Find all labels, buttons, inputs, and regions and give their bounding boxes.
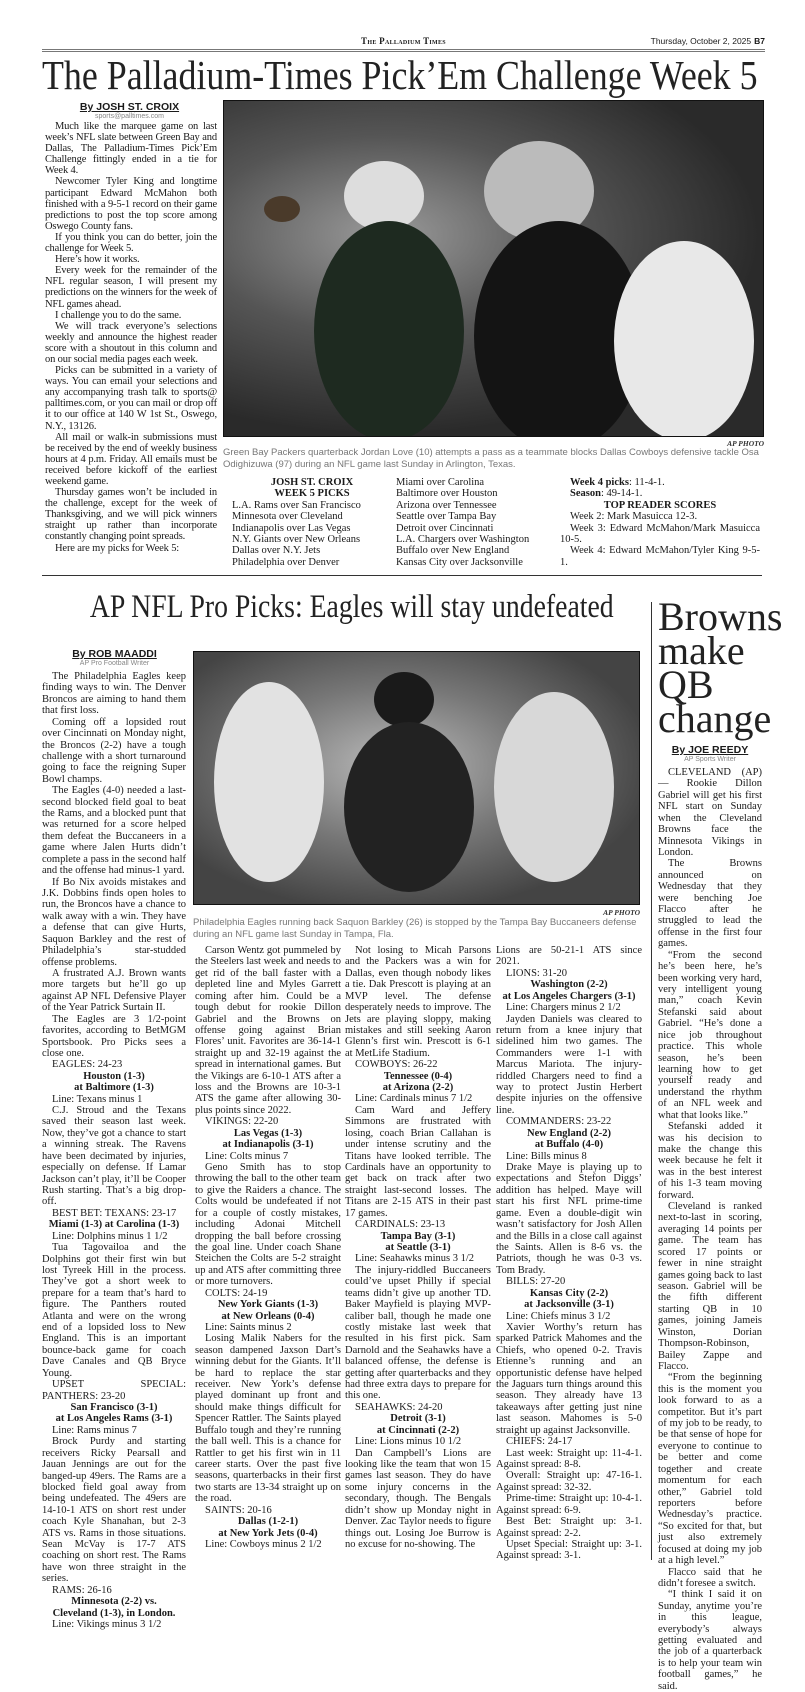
paragraph: Thursday games won’t be included in the challenge, except for the week of Thanksgiving, and we will pick winners straight up rather than incorporate constantly changing point spreads. — [45, 487, 217, 543]
paragraph: Cam Ward and Jeffery Simmons are frustrated with losing, coach Brian Callahan is under intense scrutiny and the Titans have looked terrible. The Cardinals have an opportunity to get back on track after two straight last-second losses. The Titans are 2-15 ATS in their past 17 games. — [345, 1104, 491, 1219]
article-headline: Browns make QB change — [658, 594, 783, 741]
pick-item: Philadelphia over Denver — [232, 556, 340, 568]
pick-item: Dallas over N.Y. Jets — [232, 545, 321, 557]
paragraph: Newcomer Tyler King and longtime participant Edward McMahon both finished with a 9-5-1 record on their game predictions to post the top score among Oswego County fans. — [45, 176, 217, 232]
paragraph: Cleveland is ranked next-to-last in scoring, averaging 14 points per game. The team has scored 17 points or fewer in nine straight games going back to last season. Gabriel will be the fifth different starting QB in 10 games, joining Jameis Winston, Dorian Thompson-Robinson, Bailey Zappe and Flacco. — [658, 1201, 762, 1372]
game-matchup-heading: Las Vegas (1-3) at Indianapolis (3-1) — [222, 1127, 314, 1151]
article-column-2 — [195, 945, 341, 1550]
pick-item: N.Y. Giants over New Orleans — [232, 534, 361, 546]
paragraph: Line: Seahawks minus 3 1/2 — [355, 1253, 474, 1265]
player-shape — [494, 692, 614, 882]
paragraph: LIONS: 31-20 — [506, 967, 567, 979]
paragraph: I challenge you to do the same. — [55, 309, 182, 321]
paragraph: UPSET SPECIAL: PANTHERS: 23-20 — [42, 1379, 186, 1402]
pick-item: L.A. Rams over San Francisco — [232, 499, 361, 511]
paragraph: A frustrated A.J. Brown wants more targets but he’ll go up against AP NFL Defensive Player of the Year Patrick Surtain II. — [42, 967, 186, 1014]
paragraph: The Eagles are 3 1/2-point favorites, according to BetMGM Sportsbook. Pro Picks sees a close one. — [42, 1013, 186, 1059]
masthead — [42, 36, 765, 48]
paragraph: Line: Bills minus 8 — [506, 1150, 587, 1162]
helmet-shape — [374, 672, 434, 727]
photo-credit: AP PHOTO — [727, 439, 764, 448]
paragraph: Losing Malik Nabers for the season dampened Jaxson Dart’s winning debut for the Giants. It’ll be hard to replace the star receiver. New York’s defense played dominant up front and should make things difficult for Spencer Rattler. The Saints played Buffalo tough and they’re running the ball well. This is a chance for Rattler to get his first win in 11 career starts. Over the past five seasons, quarterbacks in their first two starts are 13-34 straight up on the road. — [195, 1333, 341, 1505]
game-matchup-heading: San Francisco (3-1) at Los Angeles Rams (3-1) — [55, 1402, 173, 1425]
paragraph: The Browns announced on Wednesday that they were benching Joe Flacco after he struggled to lead the offense in the first four games. — [658, 858, 762, 950]
byline: By ROB MAADDI — [72, 648, 157, 660]
date-text: Thursday, October 2, 2025 — [650, 36, 752, 46]
paragraph: Line: Chargers minus 2 1/2 — [506, 1002, 621, 1014]
article-headline: AP NFL Pro Picks: Eagles will stay undefeated — [89, 589, 614, 625]
paragraph-continued: Lions are 50-21-1 ATS since 2021. — [496, 945, 642, 968]
paragraph: The injury-riddled Buccaneers could’ve upset Philly if special teams didn’t give up another TD. Baker Mayfield is playing MVP-caliber ball, though he made one costly mistake last week that resulted in his first pick. Sam Darnold and the Seahawks have a balanced offense, the defense is getting after quarterbacks and they had three extra days to prepare for this one. — [345, 1264, 491, 1402]
paragraph: Line: Texans minus 1 — [52, 1093, 143, 1105]
byline-role: AP Pro Football Writer — [79, 660, 150, 667]
paragraph: If you think you can do better, join the challenge for Week 5. — [45, 231, 217, 255]
game-matchup-heading: Miami (1-3) at Carolina (1-3) — [48, 1219, 180, 1231]
player-shape — [344, 722, 474, 892]
section-divider — [42, 575, 762, 576]
paragraph: Here’s how it works. — [55, 254, 140, 266]
article-body — [658, 767, 762, 1692]
game-matchup-heading: Washington (2-2) at Los Angeles Chargers (3-1) — [502, 979, 636, 1002]
byline-email[interactable]: sports@palltimes.com — [95, 113, 164, 120]
paragraph: The Philadelphia Eagles keep finding ways to win. The Denver Broncos are aiming to hand them that first loss. — [42, 671, 186, 717]
page-number: B7 — [754, 36, 765, 46]
player-shape — [314, 221, 464, 437]
paragraph: CARDINALS: 23-13 — [355, 1219, 446, 1231]
game-matchup-heading: Tampa Bay (3-1) at Seattle (3-1) — [380, 1230, 456, 1253]
byline: By JOSH ST. CROIX — [79, 101, 180, 113]
game-matchup-heading: Dallas (1-2-1) at New York Jets (0-4) — [218, 1516, 318, 1539]
paragraph: Stefanski added it was his decision to make the change this week because he felt it was in the best interest of his 1-3 team moving forward. — [658, 1121, 762, 1201]
paragraph: Much like the marquee game on last week’s NFL slate between Green Bay and Dallas, The Palladium-Times Pick’Em Challenge fittingly ended in a tie for Week 4. — [45, 121, 217, 177]
paragraph: SEAHAWKS: 24-20 — [355, 1401, 443, 1413]
season-label: Season — [570, 488, 601, 500]
pick-item: Baltimore over Houston — [396, 488, 498, 500]
paragraph: The Eagles (4-0) needed a last-second blocked field goal to beat the Rams, and a blocked punt that was returned for a score helped them defeat the Buccaneers in a game where Jalen Hurts didn’t complete a pass in the second half and the offense had minus-1 yard. — [42, 785, 186, 877]
season-record — [560, 488, 760, 499]
paragraph: COMMANDERS: 23-22 — [506, 1116, 612, 1128]
paragraph: Line: Rams minus 7 — [52, 1424, 137, 1436]
paragraph: Line: Cowboys minus 2 1/2 — [205, 1538, 322, 1550]
paragraph: RAMS: 26-16 — [52, 1584, 112, 1596]
paragraph: Dan Campbell’s Lions are looking like the team that won 15 games last season. They do have some injury concerns in the secondary, though. The Bengals didn’t show up Monday night in Denver. Zac Taylor needs to figure things out. Losing Joe Burrow is no excuse for no-showing. The — [345, 1447, 492, 1550]
newspaper-name: The Palladium Times — [361, 36, 446, 46]
paragraph: Geno Smith has to stop throwing the ball to the other team to give the Raiders a chance. The Colts would be undefeated if not for a couple of costly mistakes, including Adonai Mitchell dropping the ball before crossing the goal line. Under coach Shane Steichen the Colts are 5-2 straight up and ATS after committing three or more turnovers. — [195, 1162, 341, 1288]
game-matchup-heading: New England (2-2) at Buffalo (4-0) — [526, 1127, 611, 1151]
photo-caption: Green Bay Packers quarterback Jordan Love (10) attempts a pass as a teammate blocks Dallas Cowboys defensive tackle Osa Odighizuwa (97) during an NFL game last Sunday in Arlington, Texas. — [223, 447, 759, 470]
game-matchup-heading: New York Giants (1-3) at New Orleans (0-4) — [217, 1299, 319, 1322]
paragraph: Coming off a lopsided rout over Cincinnati on Monday night, the Broncos (2-2) have a tough challenge with a short turnaround going to face the reigning Super Bowl champs. — [42, 716, 186, 785]
paragraph: BEST BET: TEXANS: 23-17 — [52, 1207, 177, 1219]
game-matchup-heading: Detroit (3-1) at Cincinnati (2-2) — [376, 1413, 460, 1436]
paragraph: Line: Lions minus 10 1/2 — [355, 1436, 462, 1448]
pick-item: Kansas City over Jacksonville — [396, 556, 523, 568]
game-matchup-heading: Houston (1-3) at Baltimore (1-3) — [74, 1070, 154, 1094]
paragraph: Prime-time: Straight up: 10-4-1. Against spread: 6-9. — [496, 1493, 642, 1516]
paragraph: Overall: Straight up: 47-16-1. Against spread: 32-32. — [496, 1470, 642, 1493]
article-byline-block — [658, 744, 762, 763]
paragraph: Best Bet: Straight up: 3-1. Against spread: 2-2. — [496, 1516, 642, 1539]
paragraph: We will track everyone’s selections weekly and announce the highest reader score with a shoutout in this column and on our social media pages each week. — [45, 320, 217, 365]
paragraph: All mail or walk-in submissions must be received by the end of weekly business hours at 4 p.m. Friday. All emails must be received before kickoff of the earliest weekend game. — [45, 431, 217, 487]
reader-score: Week 2: Mark Masuicca 12-3. — [570, 511, 698, 523]
paragraph: Drake Maye is playing up to expectations and Stefon Diggs’ addition has helped. Maye will start his first NFL prime-time game. Even a double-digit win wasn’t satisfactory for Josh Allen and the Bills in a close call against the Saints. Allen is 8-6 vs. the Patriots, though he was 0-3 vs. Tom Brady. — [496, 1162, 642, 1276]
photo-packers-cowboys — [223, 100, 764, 437]
paragraph: “From the second he’s been here, he’s been working very hard, very intelligent young man,” coach Kevin Stefanski said about Gabriel. “He’s done a nice job throughout practice. This whole season, he’s been learning how to get yourself ready and understand the rhythm of an NFL week and what that looks like.” — [658, 949, 762, 1121]
paragraph: Xavier Worthy’s return has sparked Patrick Mahomes and the Chiefs, who opened 0-2. Travis Etienne’s running and an opportunistic defense have helped the Jaguars turn things around this season. They already have 13 takeaways after getting just nine last season. Mahomes is 5-0 straight up against Jacksonville. — [496, 1321, 642, 1436]
paragraph: Here are my picks for Week 5: — [55, 542, 180, 554]
paragraph: Tua Tagovailoa and the Dolphins got their first win but lost Tyreek Hill in the process. They’ve got a short week to prepare for a team that’s hard to figure. The Panthers routed Atlanta and were on the wrong end of a lopsided loss to New England. This is an important bounce-back game for coach Dave Canales and QB Bryce Young. — [42, 1242, 186, 1379]
issue-date — [651, 36, 765, 46]
photo-eagles-buccaneers — [193, 651, 640, 905]
pick-item: Seattle over Tampa Bay — [396, 511, 497, 523]
pick-item: Miami over Carolina — [396, 477, 485, 488]
game-matchup-heading: Minnesota (2-2) vs. Cleveland (1-3), in London. — [52, 1596, 176, 1619]
week4-record — [560, 477, 760, 488]
pick-item: Arizona over Tennessee — [396, 499, 497, 511]
paragraph: Flacco said that he didn’t foresee a switch. — [658, 1566, 762, 1589]
paragraph: Jayden Daniels was cleared to return from a knee injury that sidelined him two games. The Commanders were 1-1 with Marcus Mariota. The injury-riddled Chargers need to find a way to protect Justin Herbert despite injuries on the offensive line. — [496, 1013, 642, 1116]
paragraph: VIKINGS: 22-20 — [205, 1116, 279, 1128]
paragraph: Line: Dolphins minus 1 1/2 — [52, 1230, 168, 1242]
player-shape — [214, 682, 324, 882]
article-column-1 — [42, 671, 186, 1630]
paragraph: Line: Chiefs minus 3 1/2 — [506, 1310, 611, 1322]
article-column-3 — [345, 945, 491, 1550]
article-body — [45, 121, 217, 554]
article-byline-block — [42, 101, 217, 120]
paragraph: COWBOYS: 26-22 — [355, 1059, 438, 1071]
paragraph: Line: Colts minus 7 — [205, 1150, 289, 1162]
football-shape — [264, 196, 300, 222]
column-divider — [651, 602, 652, 1560]
article-column-4 — [496, 945, 642, 1562]
paragraph: “I think I said it on Sunday, anytime you’re in this league, everybody’s always getting evaluated and the job of a quarterback is to help your team win football games,” he said. — [658, 1589, 762, 1692]
paragraph: Carson Wentz got pummeled by the Steelers last week and needs to get rid of the ball faster with a depleted line and Myles Garrett coming after him. Could be a tough debut for rookie Dillon Gabriel and the Browns on offense going against Brian Flores’ unit. Favorites are 36-14-1 straight up and 32-19 against the spread in international games. But the Vikings are 6-10-1 ATS after a loss and the Browns are 10-3-1 ATS the game after allowing 30-plus points since 2022. — [195, 945, 341, 1116]
picks-column-3 — [560, 477, 760, 568]
article-byline-block — [42, 648, 187, 667]
paragraph: C.J. Stroud and the Texans saved their season last week. Now, they’ve got a chance to start a winning streak. The Ravens have been decimated by injuries, especially on defense. If Lamar Jackson can’t play, it’ll be Cooper Rush starting. That’s a big drop-off. — [42, 1105, 186, 1208]
paragraph: SAINTS: 20-16 — [205, 1504, 272, 1516]
season-value: : 49-14-1. — [600, 488, 643, 500]
paragraph: CHIEFS: 24-17 — [506, 1436, 573, 1448]
byline-role: AP Sports Writer — [684, 756, 736, 763]
photo-credit: AP PHOTO — [603, 908, 640, 917]
byline: By JOE REEDY — [671, 744, 749, 756]
photo-caption: Philadelphia Eagles running back Saquon Barkley (26) is stopped by the Tampa Bay Buccaneers defense during an NFL game last Sunday in Tampa, Fla. — [193, 917, 637, 940]
paragraph: Not losing to Micah Parsons and the Packers was a win for Dallas, even though nobody likes a tie. Dak Prescott is playing at an MVP level. The defense desperately needs to improve. The Jets are playing sloppy, making mistakes and still seeking Aaron Glenn’s first win. Prescott is 6-1 at MetLife Stadium. — [345, 945, 491, 1059]
paragraph: Line: Saints minus 2 — [205, 1321, 292, 1333]
paragraph: Line: Cardinals minus 7 1/2 — [355, 1093, 473, 1105]
game-matchup-heading: Tennessee (0-4) at Arizona (2-2) — [382, 1070, 454, 1094]
paragraph: COLTS: 24-19 — [205, 1287, 268, 1299]
paragraph: Every week for the remainder of the NFL regular season, I will present my predictions on the winners for the week of NFL games ahead. — [45, 265, 217, 310]
paragraph: Picks can be submitted in a variety of ways. You can email your selections and any accompanying trash talk to sports@ palltimes.com, or you can mail or drop off it to our office at 140 W 1st St., Oswego, N.Y., 13126. — [45, 365, 217, 432]
game-matchup-heading: Kansas City (2-2) at Jacksonville (3-1) — [524, 1287, 614, 1311]
paragraph: CLEVELAND (AP) — Rookie Dillon Gabriel will get his first NFL start on Sunday when the Cleveland Browns face the Minnesota Vikings in London. — [658, 767, 762, 858]
reader-score: Week 4: Edward McMahon/Tyler King 9-5-1. — [560, 545, 760, 568]
paragraph: Upset Special: Straight up: 3-1. Against spread: 3-1. — [496, 1538, 642, 1562]
paragraph: Brock Purdy and starting receivers Ricky Pearsall and Jauan Jennings are out for the banged-up 49ers. The Rams are a blocked field goal away from being undefeated. The 49ers are 14-10-1 ATS on short rest under coach Kyle Shanahan, but 2-3 ATS vs. Rams in those situations. Sean McVay is 17-7 ATS coaching on short rest. The Rams have won three straight in the series. — [42, 1436, 186, 1585]
paragraph: If Bo Nix avoids mistakes and J.K. Dobbins finds open holes to run, the Broncos have a chance to walk away with a win. They have a defense that can give Hurts, Saquon Barkley and the rest of Philadelphia’s star-studded offense problems. — [42, 876, 186, 968]
paragraph: EAGLES: 24-23 — [52, 1059, 123, 1071]
paragraph: Line: Vikings minus 3 1/2 — [52, 1619, 162, 1631]
reader-scores-heading: TOP READER SCORES — [603, 499, 717, 511]
article-headline: The Palladium-Times Pick’Em Challenge Week 5 — [42, 52, 758, 98]
reader-score: Week 3: Edward McMahon/Mark Masuicca 10-5. — [560, 522, 760, 546]
picks-column-2 — [396, 477, 556, 568]
pick-item: Minnesota over Cleveland — [232, 511, 343, 523]
week4-label: Week 4 picks — [570, 477, 629, 488]
picks-heading: JOSH ST. CROIX WEEK 5 PICKS — [270, 477, 354, 500]
paragraph: BILLS: 27-20 — [506, 1276, 566, 1288]
pick-item: Buffalo over New England — [396, 545, 510, 557]
pick-item: Indianapolis over Las Vegas — [232, 522, 351, 534]
paragraph: Last week: Straight up: 11-4-1. Against spread: 8-8. — [496, 1447, 642, 1470]
player-shape — [614, 241, 754, 437]
pick-item: L.A. Chargers over Washington — [396, 534, 530, 546]
week4-value: : 11-4-1. — [628, 477, 665, 488]
picks-column-1 — [232, 477, 392, 568]
pick-item: Detroit over Cincinnati — [396, 522, 494, 534]
paragraph: “From the beginning this is the moment you look forward to as a competitor. But it’s part of my job to be ready, to be that sense of hope for everyone to continue to be better and come together and create momentum for each other,” Gabriel told reporters before Wednesday’s practice. “So excited for that, but just also extremely focused at doing my job at a high level.” — [658, 1372, 762, 1567]
